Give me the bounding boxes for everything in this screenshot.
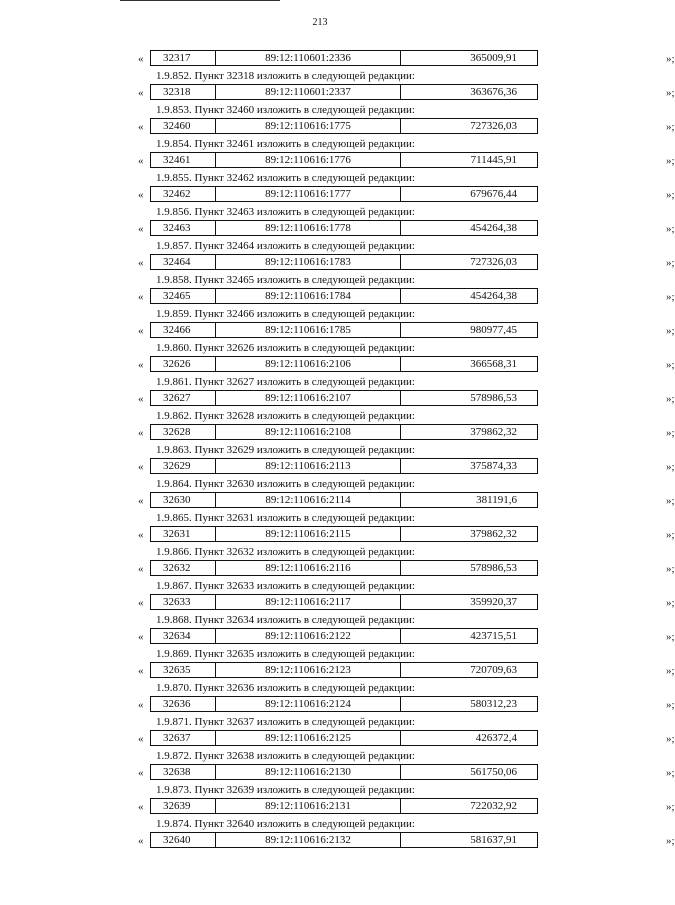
table-row — [130, 253, 675, 273]
row-table — [150, 84, 538, 100]
row-table — [150, 662, 538, 678]
item-number: 32636 — [151, 697, 216, 711]
table-row — [130, 321, 675, 341]
quote-open: « — [138, 733, 144, 745]
quote-close: »; — [666, 733, 675, 745]
table-row — [130, 627, 675, 647]
cadastral-number: 89:12:110616:1776 — [216, 153, 401, 167]
cadastral-number: 89:12:110616:2108 — [216, 425, 401, 439]
quote-close: »; — [666, 257, 675, 269]
value: 381191,6 — [476, 494, 517, 506]
header-rule — [120, 0, 280, 1]
row-table — [150, 764, 538, 780]
value: 580312,23 — [470, 698, 517, 710]
value: 426372,4 — [475, 732, 517, 744]
amendment-instruction: 1.9.872. Пункт 32638 изложить в следующей редакции: — [156, 750, 415, 762]
quote-close: »; — [666, 597, 675, 609]
table-row — [130, 355, 675, 375]
row-table — [150, 322, 538, 338]
item-number: 32460 — [151, 119, 216, 133]
quote-close: »; — [666, 529, 675, 541]
value: 454264,38 — [470, 222, 517, 234]
amendment-instruction: 1.9.863. Пункт 32629 изложить в следующей редакции: — [156, 444, 415, 456]
amendment-instruction: 1.9.865. Пункт 32631 изложить в следующей редакции: — [156, 512, 415, 524]
item-number: 32639 — [151, 799, 216, 813]
table-row — [130, 287, 675, 307]
amendment-instruction: 1.9.874. Пункт 32640 изложить в следующей редакции: — [156, 818, 415, 830]
item-number: 32629 — [151, 459, 216, 473]
cadastral-number: 89:12:110601:2336 — [216, 51, 401, 65]
amendment-instruction: 1.9.860. Пункт 32626 изложить в следующей редакции: — [156, 342, 415, 354]
cadastral-number: 89:12:110616:2125 — [216, 731, 401, 745]
cadastral-number: 89:12:110616:2124 — [216, 697, 401, 711]
value: 980977,45 — [470, 324, 517, 336]
quote-open: « — [138, 461, 144, 473]
item-number: 32628 — [151, 425, 216, 439]
cadastral-number: 89:12:110616:2123 — [216, 663, 401, 677]
cadastral-number: 89:12:110616:2106 — [216, 357, 401, 371]
quote-close: »; — [666, 631, 675, 643]
amendment-instruction: 1.9.862. Пункт 32628 изложить в следующей редакции: — [156, 410, 415, 422]
row-table — [150, 254, 538, 270]
amendment-instruction: 1.9.869. Пункт 32635 изложить в следующей редакции: — [156, 648, 415, 660]
value: 727326,03 — [470, 256, 517, 268]
quote-open: « — [138, 155, 144, 167]
cadastral-number: 89:12:110616:2117 — [216, 595, 401, 609]
value: 722032,92 — [470, 800, 517, 812]
table-row — [130, 219, 675, 239]
cadastral-number: 89:12:110601:2337 — [216, 85, 401, 99]
amendment-instruction: 1.9.858. Пункт 32465 изложить в следующей редакции: — [156, 274, 415, 286]
item-number: 32461 — [151, 153, 216, 167]
item-number: 32637 — [151, 731, 216, 745]
item-number: 32627 — [151, 391, 216, 405]
amendment-instruction: 1.9.854. Пункт 32461 изложить в следующей редакции: — [156, 138, 415, 150]
quote-close: »; — [666, 155, 675, 167]
amendment-instruction: 1.9.857. Пункт 32464 изложить в следующей редакции: — [156, 240, 415, 252]
quote-open: « — [138, 223, 144, 235]
value: 711445,91 — [470, 154, 517, 166]
quote-close: »; — [666, 835, 675, 847]
quote-close: »; — [666, 87, 675, 99]
value: 679676,44 — [470, 188, 517, 200]
quote-open: « — [138, 835, 144, 847]
page-number: 213 — [312, 17, 328, 28]
quote-open: « — [138, 801, 144, 813]
value: 561750,06 — [470, 766, 517, 778]
value: 578986,53 — [470, 562, 517, 574]
table-row — [130, 151, 675, 171]
table-row — [130, 559, 675, 579]
value: 720709,63 — [470, 664, 517, 676]
quote-open: « — [138, 121, 144, 133]
value: 379862,32 — [470, 426, 517, 438]
amendment-instruction: 1.9.866. Пункт 32632 изложить в следующей редакции: — [156, 546, 415, 558]
amendment-instruction: 1.9.856. Пункт 32463 изложить в следующей редакции: — [156, 206, 415, 218]
cadastral-number: 89:12:110616:1785 — [216, 323, 401, 337]
amendment-instruction: 1.9.852. Пункт 32318 изложить в следующей редакции: — [156, 70, 415, 82]
table-row — [130, 83, 675, 103]
row-table — [150, 186, 538, 202]
table-row — [130, 763, 675, 783]
item-number: 32632 — [151, 561, 216, 575]
cadastral-number: 89:12:110616:1783 — [216, 255, 401, 269]
cadastral-number: 89:12:110616:2130 — [216, 765, 401, 779]
item-number: 32318 — [151, 85, 216, 99]
cadastral-number: 89:12:110616:2107 — [216, 391, 401, 405]
row-table — [150, 560, 538, 576]
quote-open: « — [138, 189, 144, 201]
row-table — [150, 424, 538, 440]
quote-close: »; — [666, 461, 675, 473]
table-row — [130, 389, 675, 409]
table-row — [130, 831, 675, 851]
quote-close: »; — [666, 393, 675, 405]
value: 359920,37 — [470, 596, 517, 608]
value: 365009,91 — [470, 52, 517, 64]
value: 727326,03 — [470, 120, 517, 132]
quote-open: « — [138, 495, 144, 507]
quote-open: « — [138, 291, 144, 303]
row-table — [150, 220, 538, 236]
quote-open: « — [138, 597, 144, 609]
cadastral-number: 89:12:110616:2132 — [216, 833, 401, 847]
amendment-instruction: 1.9.867. Пункт 32633 изложить в следующей редакции: — [156, 580, 415, 592]
quote-close: »; — [666, 121, 675, 133]
cadastral-number: 89:12:110616:2116 — [216, 561, 401, 575]
row-table — [150, 152, 538, 168]
cadastral-number: 89:12:110616:1777 — [216, 187, 401, 201]
value: 578986,53 — [470, 392, 517, 404]
row-table — [150, 458, 538, 474]
quote-close: »; — [666, 427, 675, 439]
cadastral-number: 89:12:110616:1775 — [216, 119, 401, 133]
quote-close: »; — [666, 189, 675, 201]
item-number: 32630 — [151, 493, 216, 507]
amendment-instruction: 1.9.855. Пункт 32462 изложить в следующей редакции: — [156, 172, 415, 184]
quote-open: « — [138, 665, 144, 677]
quote-open: « — [138, 325, 144, 337]
row-table — [150, 696, 538, 712]
row-table — [150, 798, 538, 814]
row-table — [150, 118, 538, 134]
item-number: 32462 — [151, 187, 216, 201]
quote-open: « — [138, 359, 144, 371]
item-number: 32465 — [151, 289, 216, 303]
row-table — [150, 390, 538, 406]
table-row — [130, 593, 675, 613]
quote-open: « — [138, 699, 144, 711]
item-number: 32631 — [151, 527, 216, 541]
value: 363676,36 — [470, 86, 517, 98]
table-row — [130, 695, 675, 715]
quote-close: »; — [666, 665, 675, 677]
quote-open: « — [138, 393, 144, 405]
table-row — [130, 525, 675, 545]
table-row — [130, 661, 675, 681]
cadastral-number: 89:12:110616:2113 — [216, 459, 401, 473]
table-row — [130, 491, 675, 511]
cadastral-number: 89:12:110616:2131 — [216, 799, 401, 813]
row-table — [150, 356, 538, 372]
cadastral-number: 89:12:110616:2122 — [216, 629, 401, 643]
row-table — [150, 50, 538, 66]
document-body — [130, 49, 675, 851]
table-row — [130, 117, 675, 137]
cadastral-number: 89:12:110616:1778 — [216, 221, 401, 235]
table-row — [130, 797, 675, 817]
cadastral-number: 89:12:110616:2115 — [216, 527, 401, 541]
row-table — [150, 594, 538, 610]
quote-open: « — [138, 767, 144, 779]
table-row — [130, 49, 675, 69]
table-row — [130, 457, 675, 477]
value: 375874,33 — [470, 460, 517, 472]
quote-close: »; — [666, 699, 675, 711]
value: 379862,32 — [470, 528, 517, 540]
quote-open: « — [138, 427, 144, 439]
quote-close: »; — [666, 767, 675, 779]
quote-open: « — [138, 87, 144, 99]
quote-open: « — [138, 631, 144, 643]
amendment-instruction: 1.9.868. Пункт 32634 изложить в следующей редакции: — [156, 614, 415, 626]
amendment-instruction: 1.9.873. Пункт 32639 изложить в следующей редакции: — [156, 784, 415, 796]
quote-open: « — [138, 53, 144, 65]
quote-close: »; — [666, 223, 675, 235]
item-number: 32640 — [151, 833, 216, 847]
amendment-instruction: 1.9.864. Пункт 32630 изложить в следующей редакции: — [156, 478, 415, 490]
row-table — [150, 832, 538, 848]
cadastral-number: 89:12:110616:2114 — [216, 493, 401, 507]
quote-close: »; — [666, 359, 675, 371]
amendment-instruction: 1.9.853. Пункт 32460 изложить в следующей редакции: — [156, 104, 415, 116]
value: 366568,31 — [470, 358, 517, 370]
row-table — [150, 526, 538, 542]
quote-open: « — [138, 529, 144, 541]
quote-close: »; — [666, 495, 675, 507]
value: 581637,91 — [470, 834, 517, 846]
quote-open: « — [138, 563, 144, 575]
row-table — [150, 288, 538, 304]
row-table — [150, 628, 538, 644]
item-number: 32463 — [151, 221, 216, 235]
quote-close: »; — [666, 291, 675, 303]
table-row — [130, 729, 675, 749]
quote-close: »; — [666, 563, 675, 575]
amendment-instruction: 1.9.870. Пункт 32636 изложить в следующей редакции: — [156, 682, 415, 694]
item-number: 32626 — [151, 357, 216, 371]
item-number: 32317 — [151, 51, 216, 65]
quote-open: « — [138, 257, 144, 269]
row-table — [150, 730, 538, 746]
value: 454264,38 — [470, 290, 517, 302]
quote-close: »; — [666, 325, 675, 337]
amendment-instruction: 1.9.861. Пункт 32627 изложить в следующей редакции: — [156, 376, 415, 388]
table-row — [130, 185, 675, 205]
amendment-instruction: 1.9.859. Пункт 32466 изложить в следующей редакции: — [156, 308, 415, 320]
quote-close: »; — [666, 53, 675, 65]
amendment-instruction: 1.9.871. Пункт 32637 изложить в следующей редакции: — [156, 716, 415, 728]
quote-close: »; — [666, 801, 675, 813]
item-number: 32464 — [151, 255, 216, 269]
item-number: 32635 — [151, 663, 216, 677]
cadastral-number: 89:12:110616:1784 — [216, 289, 401, 303]
item-number: 32633 — [151, 595, 216, 609]
item-number: 32638 — [151, 765, 216, 779]
row-table — [150, 492, 538, 508]
table-row — [130, 423, 675, 443]
value: 423715,51 — [470, 630, 517, 642]
item-number: 32466 — [151, 323, 216, 337]
item-number: 32634 — [151, 629, 216, 643]
